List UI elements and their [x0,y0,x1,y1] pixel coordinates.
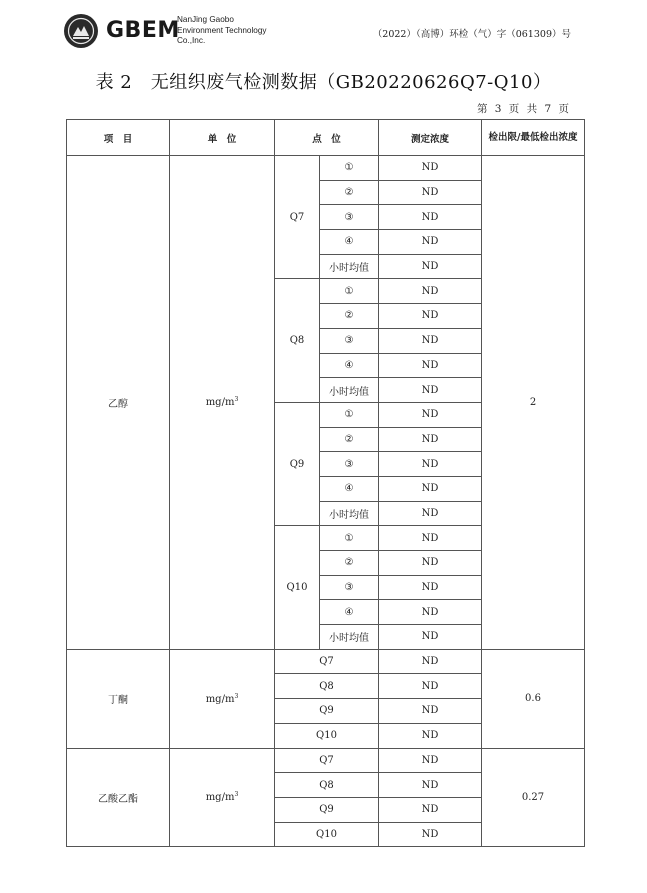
point-q8: Q8 [275,279,320,402]
point-cell: Q10 [275,822,379,847]
unit-cell [170,748,275,847]
point-cell: Q10 [275,723,379,748]
sample-label: ② [320,427,379,452]
concentration-value: ND [379,600,482,625]
detection-limit-butanone: 0.6 [482,649,585,748]
concentration-value: ND [379,427,482,452]
data-table [66,119,585,847]
sample-label: ④ [320,600,379,625]
sample-label: ④ [320,476,379,501]
sample-label: ③ [320,328,379,353]
point-cell: Q9 [275,699,379,724]
point-cell: Q7 [275,649,379,674]
header-point: 点 位 [275,120,379,156]
header-concentration: 测定浓度 [379,120,482,156]
header-unit: 单 位 [170,120,275,156]
concentration-value: ND [379,156,482,181]
point-cell: Q7 [275,748,379,773]
concentration-value: ND [379,649,482,674]
unit-superscript: 3 [234,396,239,404]
concentration-value: ND [379,699,482,724]
unit-superscript: 3 [234,692,239,700]
concentration-value: ND [379,205,482,230]
concentration-value: ND [379,328,482,353]
detection-limit-ethyl-acetate: 0.27 [482,748,585,847]
point-cell: Q8 [275,674,379,699]
sample-label: ① [320,279,379,304]
item-name-ethyl-acetate: 乙酸乙酯 [67,748,170,847]
page-indicator: 第 3 页 共 7 页 [476,103,571,115]
concentration-value: ND [379,526,482,551]
concentration-value: ND [379,625,482,650]
header-row [67,120,585,156]
sample-label: 小时均值 [320,254,379,279]
unit-text: mg/m [205,397,235,409]
logo-text: GBEM [106,18,180,43]
concentration-value: ND [379,279,482,304]
sample-label: ① [320,526,379,551]
company-line: Co.,Inc. [177,36,206,45]
concentration-value: ND [379,575,482,600]
detection-limit-ethanol: 2 [482,156,585,650]
concentration-value: ND [379,822,482,847]
item-name-ethanol: 乙醇 [67,156,170,650]
concentration-value: ND [379,180,482,205]
concentration-value: ND [379,353,482,378]
concentration-value: ND [379,378,482,403]
point-q10: Q10 [275,526,320,649]
concentration-value: ND [379,304,482,329]
sample-label: ③ [320,205,379,230]
unit-text: mg/m [205,693,235,705]
sample-label: 小时均值 [320,625,379,650]
concentration-value: ND [379,723,482,748]
sample-label: ④ [320,230,379,255]
table-row [67,748,585,773]
header-item: 项 目 [67,120,170,156]
point-q9: Q9 [275,402,320,525]
concentration-value: ND [379,402,482,427]
concentration-value: ND [379,773,482,798]
sample-label: ② [320,551,379,576]
unit-superscript: 3 [234,791,239,799]
gbem-emblem-icon [64,14,98,48]
document-title: 表 2 无组织废气检测数据（GB20220626Q7-Q10） [95,72,552,93]
concentration-value: ND [379,797,482,822]
table-row [67,156,585,181]
company-line: Environment Technology [177,25,267,35]
header-detection-limit: 检出限/最低检出浓度 [482,120,585,156]
company-line: NanJing Gaobo [177,15,234,24]
item-name-butanone: 丁酮 [67,649,170,748]
unit-cell [170,156,275,650]
sample-label: ① [320,156,379,181]
concentration-value: ND [379,674,482,699]
sample-label: 小时均值 [320,378,379,403]
unit-text: mg/m [205,792,235,804]
point-cell: Q9 [275,797,379,822]
sample-label: ① [320,402,379,427]
table-row [67,649,585,674]
sample-label: ② [320,180,379,205]
company-name [177,15,267,47]
concentration-value: ND [379,551,482,576]
sample-label: ② [320,304,379,329]
point-cell: Q8 [275,773,379,798]
sample-label: ④ [320,353,379,378]
concentration-value: ND [379,501,482,526]
concentration-value: ND [379,452,482,477]
concentration-value: ND [379,254,482,279]
sample-label: 小时均值 [320,501,379,526]
concentration-value: ND [379,476,482,501]
concentration-value: ND [379,748,482,773]
concentration-value: ND [379,230,482,255]
sample-label: ③ [320,452,379,477]
point-q7: Q7 [275,156,320,279]
report-number: （2022）（高博）环检（气）字（061309）号 [372,29,571,40]
unit-cell [170,649,275,748]
sample-label: ③ [320,575,379,600]
